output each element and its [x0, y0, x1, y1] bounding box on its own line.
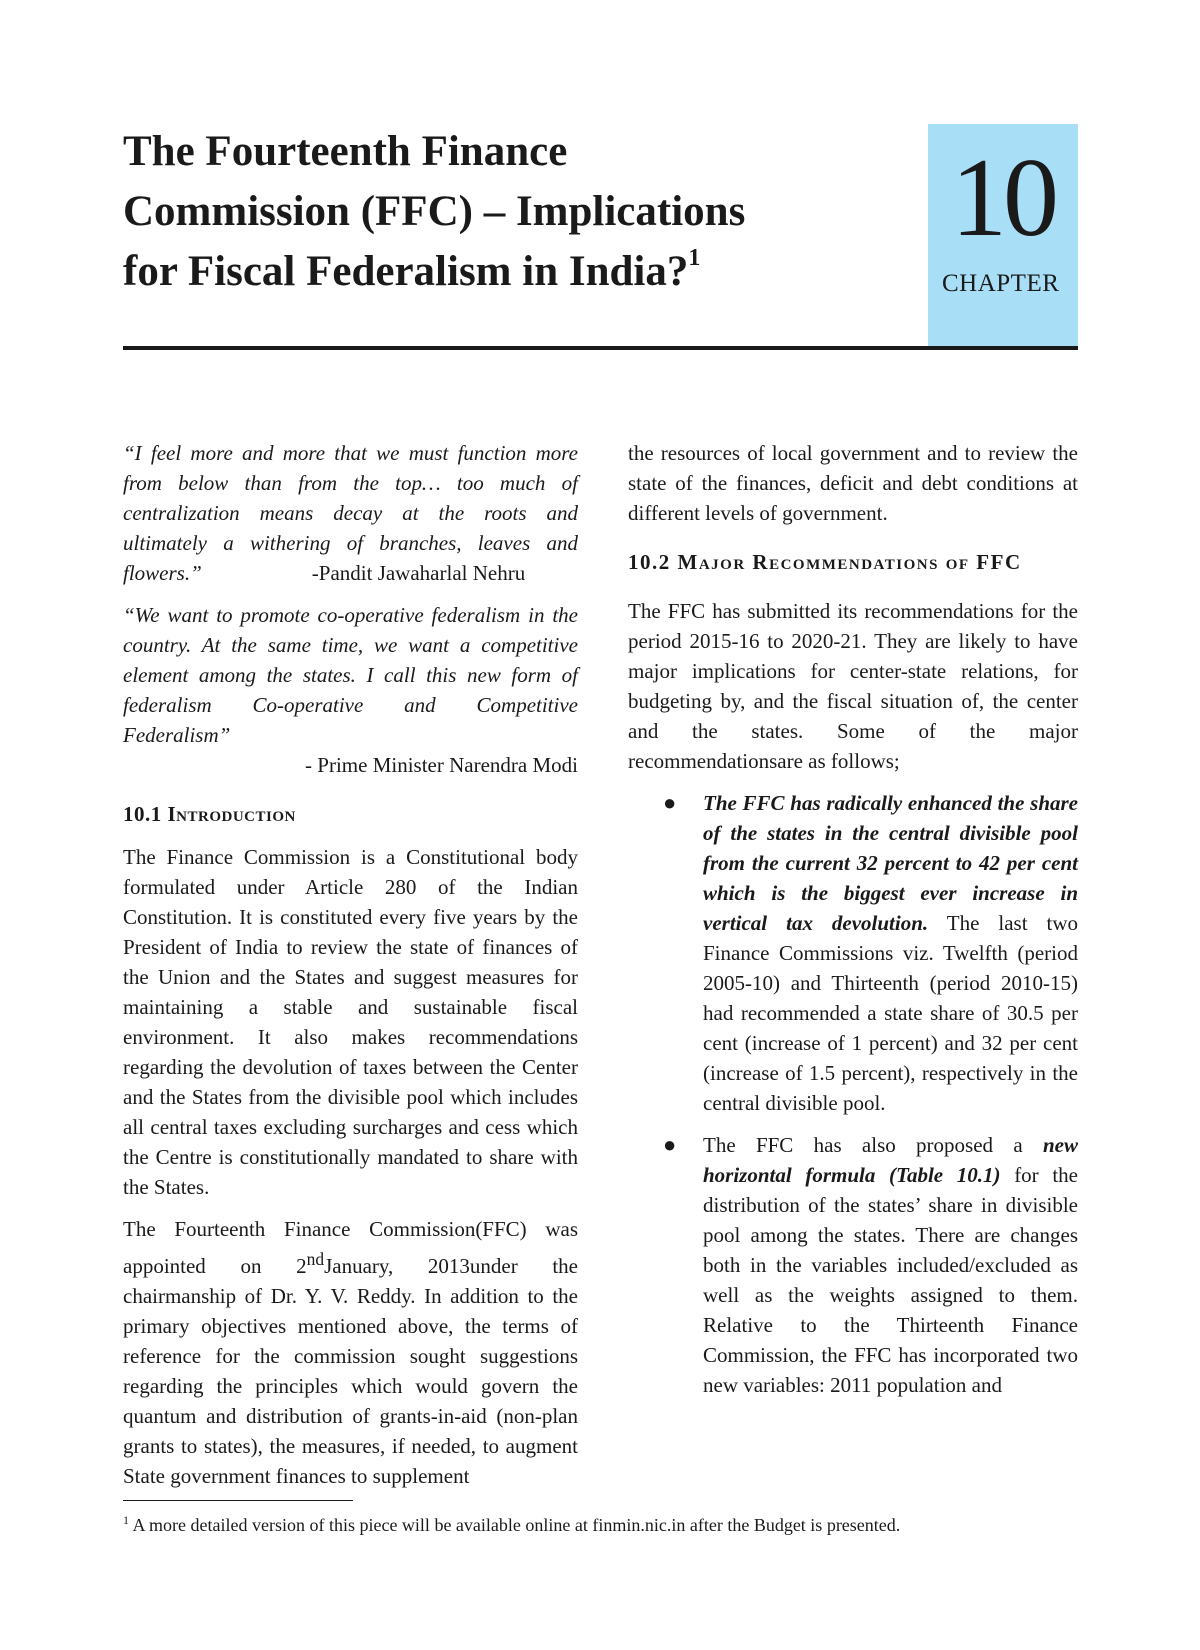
chapter-badge: [928, 124, 1078, 348]
ordinal-suffix: nd: [306, 1249, 325, 1269]
footnote-mark: 1: [123, 1513, 129, 1527]
chapter-label: CHAPTER: [942, 270, 1060, 297]
intro-paragraph-2-continued: the resources of local government and to review the state of the finances, deficit and debt conditions at different levels of government.: [628, 441, 1078, 525]
intro-paragraph-1: The Finance Commission is a Constitutional body formulated under Article 280 of the Indian Constitution. It is constituted every five years by the President of India to review the state of finances of the Union and the States and suggest measures for maintaining a stable and sustainable fiscal environment. It also makes recommendations regarding the devolution of taxes between the Center and the States from the divisible pool which includes all central taxes excluding surcharges and cess which the Centre is constitutionally mandated to share with the States.: [123, 845, 578, 1199]
recommendations-list: [628, 788, 1078, 1400]
footnote-text: A more detailed version of this piece will be available online at finmin.nic.in after the Budget is presented.: [132, 1515, 901, 1535]
item-text: The FFC has also proposed a: [703, 1133, 1023, 1157]
paragraph-text: January, 2013under the chairmanship of Dr. Y. V. Reddy. In addition to the primary objectives mentioned above, the terms of reference for the commission sought suggestions regarding the principles which would govern the quantum and distribution of grants-in-aid (non-plan grants to states), the measures, if needed, to augment State government finances to supplement: [123, 1254, 578, 1488]
quote-author: -Pandit Jawaharlal Nehru: [311, 561, 526, 585]
chapter-title: [123, 122, 883, 308]
footnote: [123, 1508, 1078, 1537]
left-column: [123, 438, 578, 1491]
modi-quote: “We want to promote co-operative federalism in the country. At the same time, we want a competitive element among the states. I call this new form of federalism Co-operative and Competitive Federalism”: [123, 603, 578, 747]
title-footnote-mark[interactable]: 1: [688, 245, 701, 271]
section-heading-recommendations: 10.2 Major Recommendations of FFC: [628, 550, 1022, 574]
title-line-1: The Fourteenth Finance: [123, 128, 568, 175]
paragraph-text: The Fourteenth Finance Commission(FFC) was appointed on 2: [123, 1217, 578, 1278]
section-heading-introduction: 10.1 Introduction: [123, 802, 296, 826]
footnote-divider: [123, 1500, 353, 1501]
emphasis-text: new horizontal formula (Table 10.1): [703, 1133, 1078, 1187]
recommendations-intro: The FFC has submitted its recommendations for the period 2015-16 to 2020-21. They are likely to have major implications for center-state relations, for budgeting by, and the fiscal situation of, the center and the states. Some of the major recommendationsare as follows;: [628, 599, 1078, 773]
bullet-icon: ●: [663, 790, 677, 815]
emphasis-text: The FFC has radically enhanced the share of the states in the central divisible pool from the current 32 percent to 42 per cent which is the biggest ever increase in vertical tax devolution.: [703, 791, 1078, 935]
chapter-number: 10: [951, 136, 1055, 260]
list-item: [628, 788, 1078, 1118]
list-item: [628, 1130, 1078, 1400]
quote-text: “I feel more and more that we must function more from below than from the top… too much of centralization means decay at the roots and ultimately a withering of branches, leaves and flowers.”: [123, 441, 578, 585]
intro-paragraph-2: [123, 1214, 578, 1491]
right-column: [628, 438, 1078, 1400]
item-text: The last two Finance Commissions viz. Twelfth (period 2005-10) and Thirteenth (period 2010-15) had recommended a state share of 30.5 per cent (increase of 1 percent) and 32 per cent (increase of 1.5 percent), respectively in the central divisible pool.: [703, 911, 1079, 1115]
item-text: for the distribution of the states’ share in divisible pool among the states. There are changes both in the variables included/excluded as well as the weights assigned to them. Relative to the Thirteenth Finance Commission, the FFC has incorporated two new variables: 2011 population and: [703, 1163, 1078, 1397]
title-line-2: Commission (FFC) – Implications: [123, 188, 746, 235]
bullet-icon: ●: [663, 1132, 677, 1157]
title-line-3: for Fiscal Federalism in India?: [123, 248, 689, 295]
nehru-quote: [123, 438, 578, 588]
title-divider: [123, 346, 1078, 350]
quote-author: - Prime Minister Narendra Modi: [305, 753, 578, 777]
